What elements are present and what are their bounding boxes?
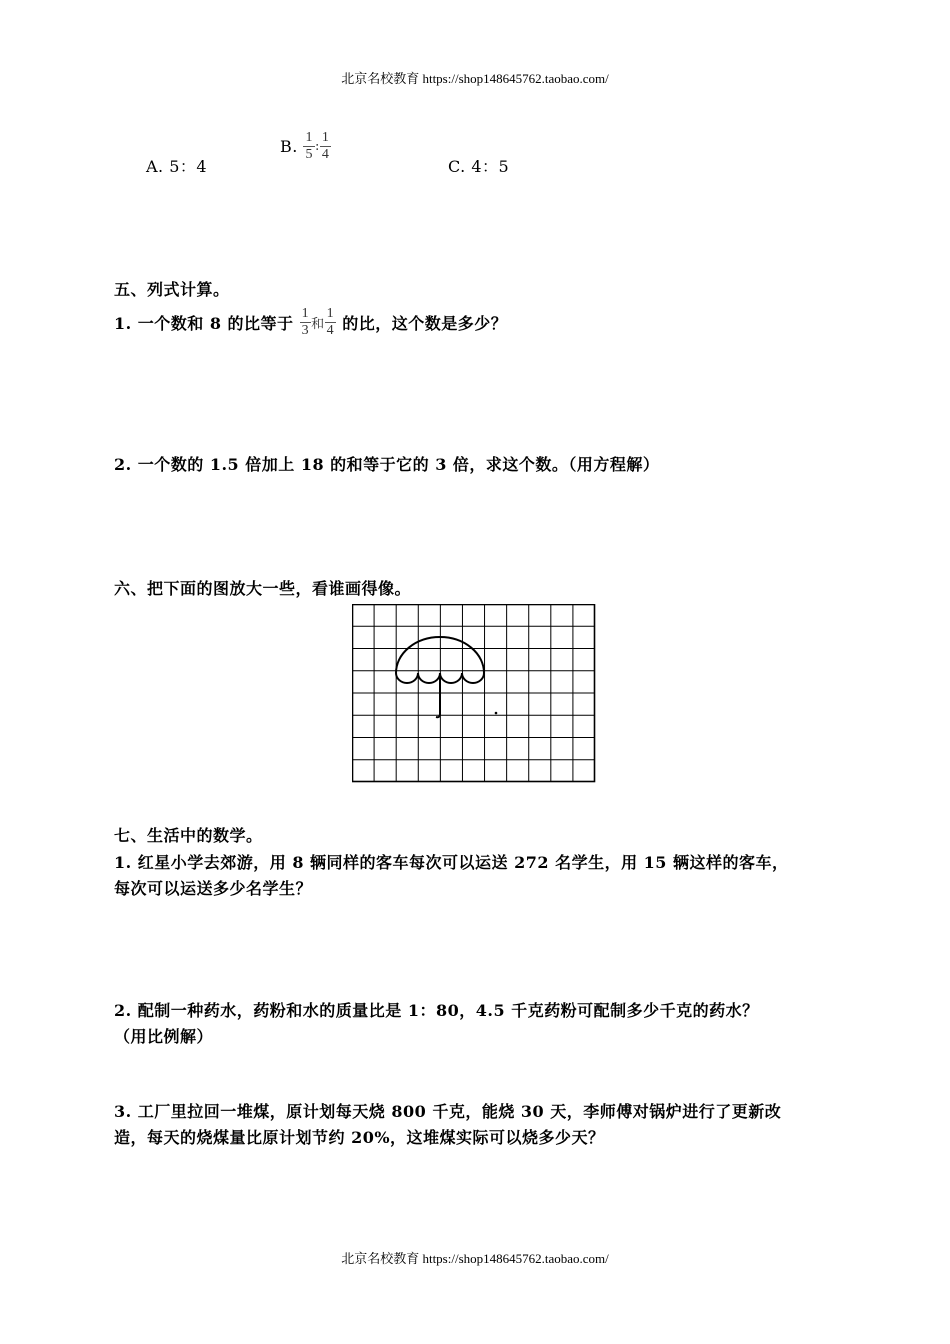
option-b [280,130,331,163]
fraction-denominator: 4 [321,147,330,162]
section-5-question-2: 2. 一个数的 1.5 倍加上 18 的和等于它的 3 倍，求这个数。（用方程解） [114,455,660,474]
option-b-fraction-1 [303,130,315,163]
umbrella-grid-figure [352,604,596,788]
q1-fraction-1 [300,306,312,339]
fraction-numerator: 1 [321,130,330,145]
fraction-numerator: 1 [305,130,313,145]
option-a: A. 5：4 [146,157,208,176]
fraction-denominator: 3 [301,323,310,338]
section-5-title: 五、列式计算。 [114,280,230,299]
section-7-title: 七、生活中的数学。 [114,826,263,845]
page-footer: 北京名校教育 https://shop148645762.taobao.com/ [341,1251,609,1266]
option-b-fraction-2 [320,130,332,163]
grid-drawing [352,604,596,784]
option-b-label: B. [280,137,298,156]
option-c: C. 4：5 [448,157,510,176]
q1-fraction-2 [325,306,337,339]
section-5-question-1 [114,306,507,339]
fraction-denominator: 5 [305,147,313,162]
section-7-question-1-line-1: 1. 红星小学去郊游，用 8 辆同样的客车每次可以运送 272 名学生，用 15 辆这样的客车， [114,853,789,872]
ratio-colon: : [314,139,320,154]
section-7-question-2-line-2: （用比例解） [114,1027,214,1046]
q1-prefix: 1. 一个数和 8 的比等于 [114,314,294,333]
q1-suffix: 的比，这个数是多少？ [342,314,508,333]
fraction-numerator: 1 [301,306,310,321]
section-7-question-3-line-2: 造，每天的烧煤量比原计划节约 20%，这堆煤实际可以烧多少天？ [114,1128,605,1147]
page-header: 北京名校教育 https://shop148645762.taobao.com/ [341,71,609,86]
stray-dot [495,712,498,715]
fraction-denominator: 4 [326,323,335,338]
q1-and: 和 [311,317,325,332]
section-7-question-2-line-1: 2. 配制一种药水，药粉和水的质量比是 1：80，4.5 千克药粉可配制多少千克的药水？ [114,1001,759,1020]
section-7-question-1-line-2: 每次可以运送多少名学生？ [114,879,313,898]
section-6-title: 六、把下面的图放大一些，看谁画得像。 [114,579,412,598]
fraction-numerator: 1 [326,306,335,321]
grid-lines [352,604,595,782]
section-7-question-3-line-1: 3. 工厂里拉回一堆煤，原计划每天烧 800 千克，能烧 30 天，李师傅对锅炉进行了更新改 [114,1102,782,1121]
